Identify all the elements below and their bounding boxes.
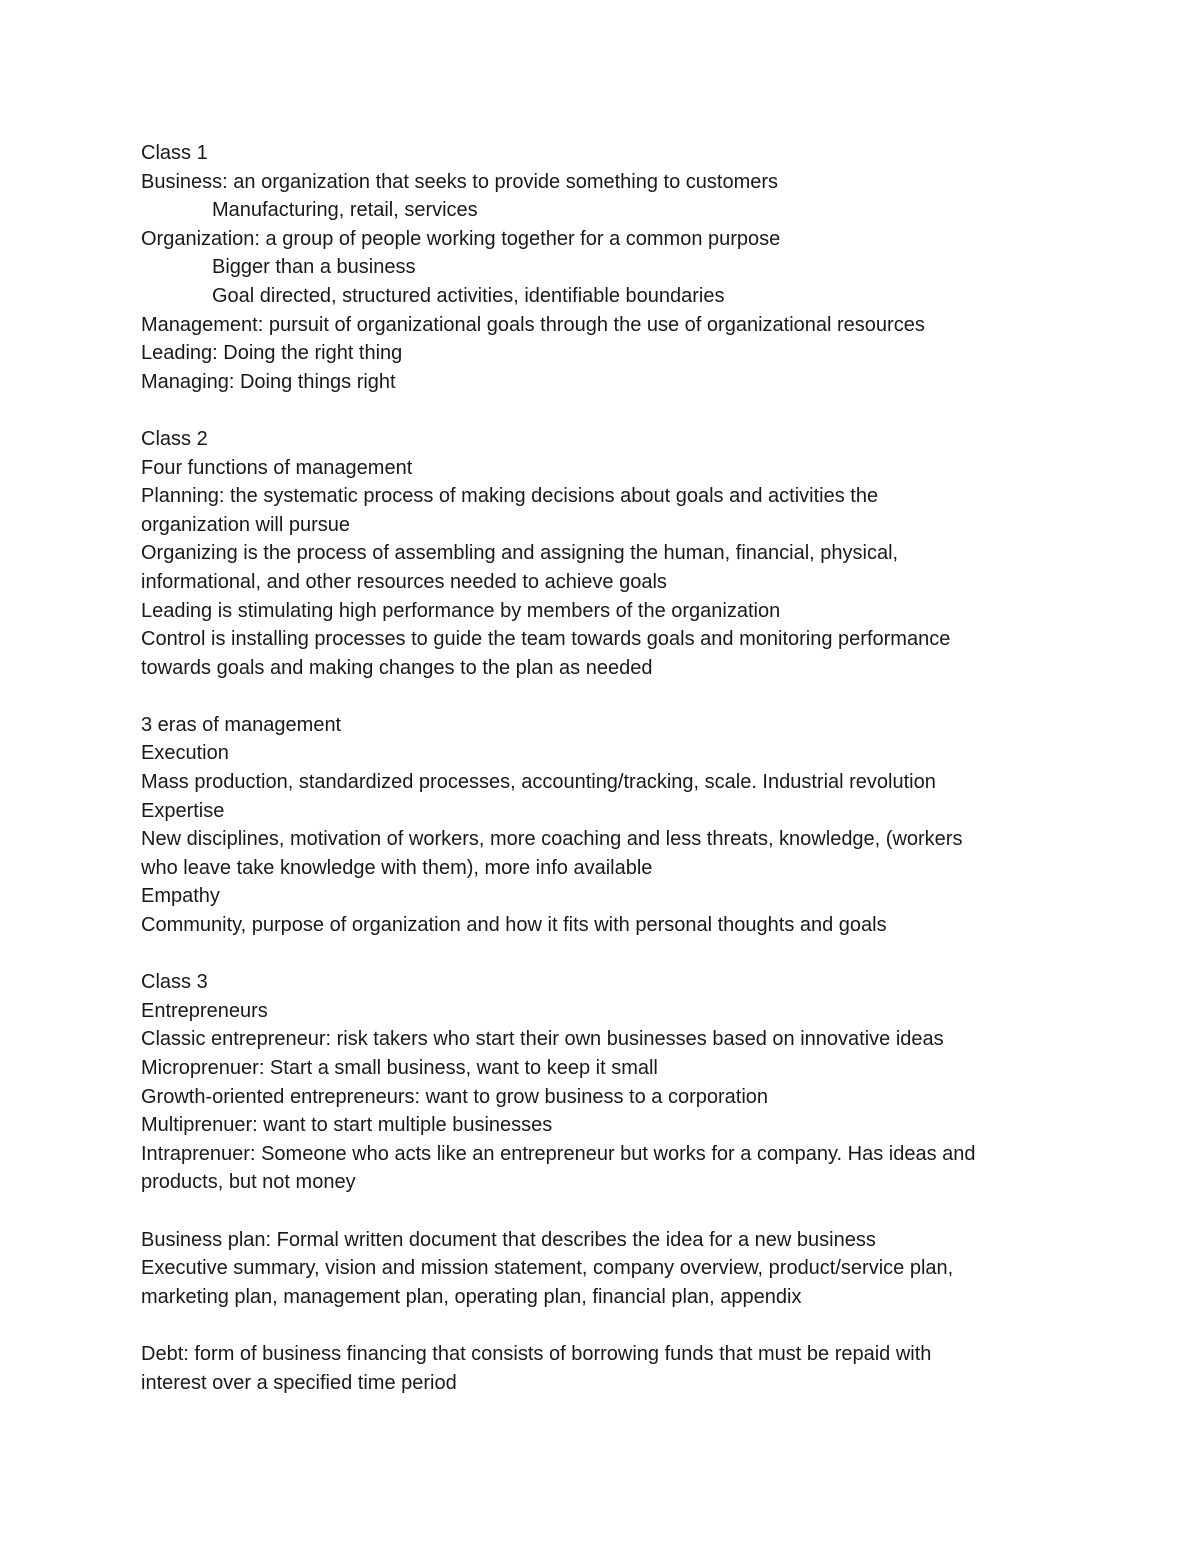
definition-business: Business: an organization that seeks to provide something to customers — [141, 170, 779, 193]
definition-control-cont: towards goals and making changes to the plan as needed — [141, 656, 653, 679]
paragraph-gap — [141, 1197, 1056, 1226]
definition-intraprenuer: Intraprenuer: Someone who acts like an entrepreneur but works for a company. Has ideas and — [141, 1142, 976, 1165]
section-heading-class-1: Class 1 — [141, 142, 208, 164]
definition-management: Management: pursuit of organizational goals through the use of organizational resources — [141, 313, 925, 336]
paragraph-gap — [141, 1311, 1056, 1340]
organization-note-2: Goal directed, structured activities, identifiable boundaries — [212, 284, 725, 307]
definition-microprenuer: Microprenuer: Start a small business, want to keep it small — [141, 1057, 658, 1079]
definition-debt: Debt: form of business financing that consists of borrowing funds that must be repaid with — [141, 1342, 932, 1365]
definition-intraprenuer-cont: products, but not money — [141, 1171, 356, 1194]
era-empathy-desc: Community, purpose of organization and how it fits with personal thoughts and goals — [141, 914, 887, 937]
definition-classic-entrepreneur: Classic entrepreneur: risk takers who start their own businesses based on innovative ideas — [141, 1028, 944, 1051]
section-heading-class-3: Class 3 — [141, 971, 208, 994]
definition-planning-cont: organization will pursue — [141, 513, 351, 536]
document-body — [141, 139, 1056, 1397]
definition-growth-entrepreneurs: Growth-oriented entrepreneurs: want to grow business to a corporation — [141, 1085, 769, 1108]
definition-organization: Organization: a group of people working together for a common purpose — [141, 227, 781, 250]
definition-leading: Leading: Doing the right thing — [141, 342, 403, 365]
paragraph-gap — [141, 682, 1056, 711]
business-types: Manufacturing, retail, services — [212, 199, 478, 222]
definition-debt-cont: interest over a specified time period — [141, 1371, 457, 1394]
era-empathy: Empathy — [141, 885, 220, 908]
business-plan-sections-cont: marketing plan, management plan, operating plan, financial plan, appendix — [141, 1285, 802, 1308]
definition-multiprenuer: Multiprenuer: want to start multiple businesses — [141, 1114, 553, 1137]
definition-control: Control is installing processes to guide the team towards goals and monitoring performance — [141, 628, 951, 651]
era-expertise-desc-cont: who leave take knowledge with them), more info available — [141, 856, 653, 879]
definition-leading-function: Leading is stimulating high performance by members of the organization — [141, 599, 781, 622]
era-expertise-desc: New disciplines, motivation of workers, more coaching and less threats, knowledge, (workers — [141, 828, 963, 851]
era-execution: Execution — [141, 742, 229, 765]
paragraph-gap — [141, 940, 1056, 969]
subheading-entrepreneurs: Entrepreneurs — [141, 999, 268, 1022]
subheading-eras: 3 eras of management — [141, 713, 342, 736]
definition-organizing-cont: informational, and other resources needed to achieve goals — [141, 570, 667, 593]
era-expertise: Expertise — [141, 799, 225, 822]
business-plan-sections: Executive summary, vision and mission statement, company overview, product/service plan, — [141, 1257, 954, 1280]
era-execution-desc: Mass production, standardized processes, accounting/tracking, scale. Industrial revolution — [141, 771, 936, 794]
definition-planning: Planning: the systematic process of making decisions about goals and activities the — [141, 485, 879, 508]
organization-note-1: Bigger than a business — [212, 256, 416, 279]
definition-organizing: Organizing is the process of assembling and assigning the human, financial, physical, — [141, 542, 899, 565]
definition-managing: Managing: Doing things right — [141, 370, 396, 393]
subheading-four-functions: Four functions of management — [141, 456, 413, 479]
definition-business-plan: Business plan: Formal written document that describes the idea for a new business — [141, 1228, 876, 1251]
section-heading-class-2: Class 2 — [141, 427, 208, 450]
paragraph-gap — [141, 396, 1056, 425]
